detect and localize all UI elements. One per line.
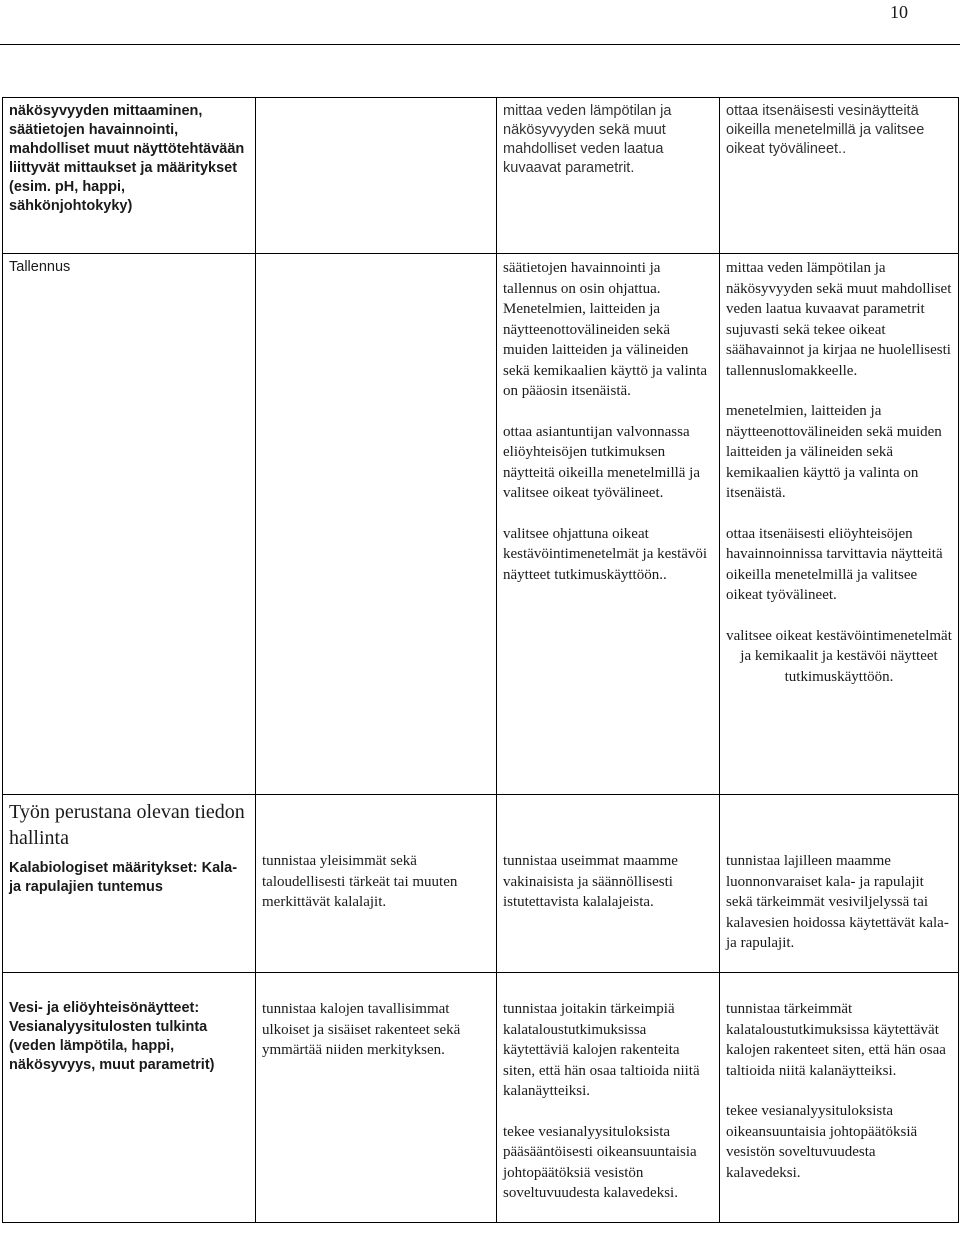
level-1-cell	[256, 795, 497, 973]
level-2-cell	[497, 973, 720, 1223]
header-rule	[0, 44, 960, 45]
level-1-cell	[256, 973, 497, 1223]
level-1-text: tunnistaa kalojen tavallisimmat ulkoiset ja sisäiset rakenteet sekä ymmärtää niiden merkityksen.	[262, 1001, 461, 1058]
table-row	[3, 795, 959, 973]
page-number: 10	[890, 2, 908, 22]
level-2-text: säätietojen havainnointi ja tallennus on osin ohjattua. Menetelmien, laitteiden ja näytteenottovälineiden sekä muiden laitteiden ja välineiden sekä kemikaalien käyttö ja valinta on pääosin itsenäistä.	[503, 260, 708, 399]
level-3-text: ottaa itsenäisesti vesinäytteitä oikeilla menetelmillä ja valitsee oikeat työvälineet..	[726, 103, 925, 157]
level-2-cell	[497, 98, 720, 254]
criteria-cell	[3, 973, 256, 1223]
criteria-text: Tallennus	[9, 259, 71, 275]
level-2-text: tunnistaa joitakin tärkeimpiä kalataloustutkimuksissa käytettäviä kalojen rakenteita siten, että hän osaa taltioida niitä kalanäytteiksi.	[503, 1001, 700, 1099]
level-1-text: tunnistaa yleisimmät sekä taloudellisesti tärkeät tai muuten merkittävät kalalajit.	[262, 853, 458, 910]
level-1-cell	[256, 98, 497, 254]
level-2-text: mittaa veden lämpötilan ja näkösyvyyden sekä muut mahdolliset veden laatua kuvaavat parametrit.	[503, 103, 672, 176]
criteria-cell	[3, 795, 256, 973]
level-3-cell	[720, 98, 959, 254]
criteria-cell	[3, 254, 256, 795]
level-2-text: valitsee ohjattuna oikeat kestävöintimenetelmät ja kestävöi näytteet tutkimuskäyttöön..	[503, 525, 708, 583]
level-3-text: valitsee oikeat kestävöintimenetelmät ja kemikaalit ja kestävöi näytteet tutkimuskäyttöön.	[726, 627, 952, 685]
level-3-text: ottaa itsenäisesti eliöyhteisöjen havainnoinnissa tarvittavia näytteitä oikeilla menetelmillä ja valitsee oikeat työvälineet.	[726, 525, 943, 603]
level-2-text: ottaa asiantuntijan valvonnassa eliöyhteisöjen tutkimuksen näytteitä oikeilla menetelmillä ja valitsee oikeat työvälineet.	[503, 423, 701, 501]
level-3-text: tunnistaa lajilleen maamme luonnonvaraiset kala- ja rapulajit sekä tärkeimmät vesiviljelyssä tai kalavesien hoidossa käytettävät kala- ja rapulajit.	[726, 853, 949, 951]
level-2-cell	[497, 795, 720, 973]
level-3-cell	[720, 973, 959, 1223]
table-row	[3, 98, 959, 254]
level-3-text: tunnistaa tärkeimmät kalataloustutkimuksissa käytettävät kalojen rakenteet siten, että hän osaa taltioida niitä kalanäytteiksi.	[726, 1001, 946, 1079]
level-1-cell	[256, 254, 497, 795]
table-row	[3, 254, 959, 795]
table-row	[3, 973, 959, 1223]
level-3-text: mittaa veden lämpötilan ja näkösyvyyden sekä muut mahdolliset veden laatua kuvaavat parametrit sujuvasti sekä tekee oikeat säähavainnot ja kirjaa ne huolellisesti tallennuslomakkeelle.	[726, 260, 952, 379]
section-title: Työn perustana olevan tiedon hallinta	[9, 801, 245, 849]
level-3-cell	[720, 254, 959, 795]
level-3-cell	[720, 795, 959, 973]
criteria-text: Kalabiologiset määritykset: Kala- ja rapulajien tuntemus	[9, 860, 238, 895]
level-3-text: tekee vesianalyysituloksista oikeansuuntaisia johtopäätöksiä vesistön soveltuvuudesta kalavedeksi.	[726, 1103, 918, 1181]
level-2-cell	[497, 254, 720, 795]
level-3-text: menetelmien, laitteiden ja näytteenottovälineiden sekä muiden laitteiden ja välineiden sekä kemikaalien käyttö ja valinta on itsenäistä.	[726, 403, 942, 501]
assessment-table	[2, 97, 959, 1223]
criteria-text: näkösyvyyden mittaaminen, säätietojen havainnointi, mahdolliset muut näyttötehtävään liittyvät mittaukset ja määritykset (esim. pH, happi, sähkönjohtokyky)	[9, 103, 245, 214]
level-2-text: tekee vesianalyysituloksista pääsääntöisesti oikeansuuntaisia johtopäätöksiä vesistön soveltuvuudesta kalavedeksi.	[503, 1123, 697, 1201]
level-2-text: tunnistaa useimmat maamme vakinaisista ja säännöllisesti istutettavista kalalajeista.	[503, 853, 678, 910]
criteria-cell	[3, 98, 256, 254]
criteria-text: Vesi- ja eliöyhteisönäytteet: Vesianalyysitulosten tulkinta (veden lämpötila, happi, näkösyvyys, muut parametrit)	[9, 1000, 215, 1073]
